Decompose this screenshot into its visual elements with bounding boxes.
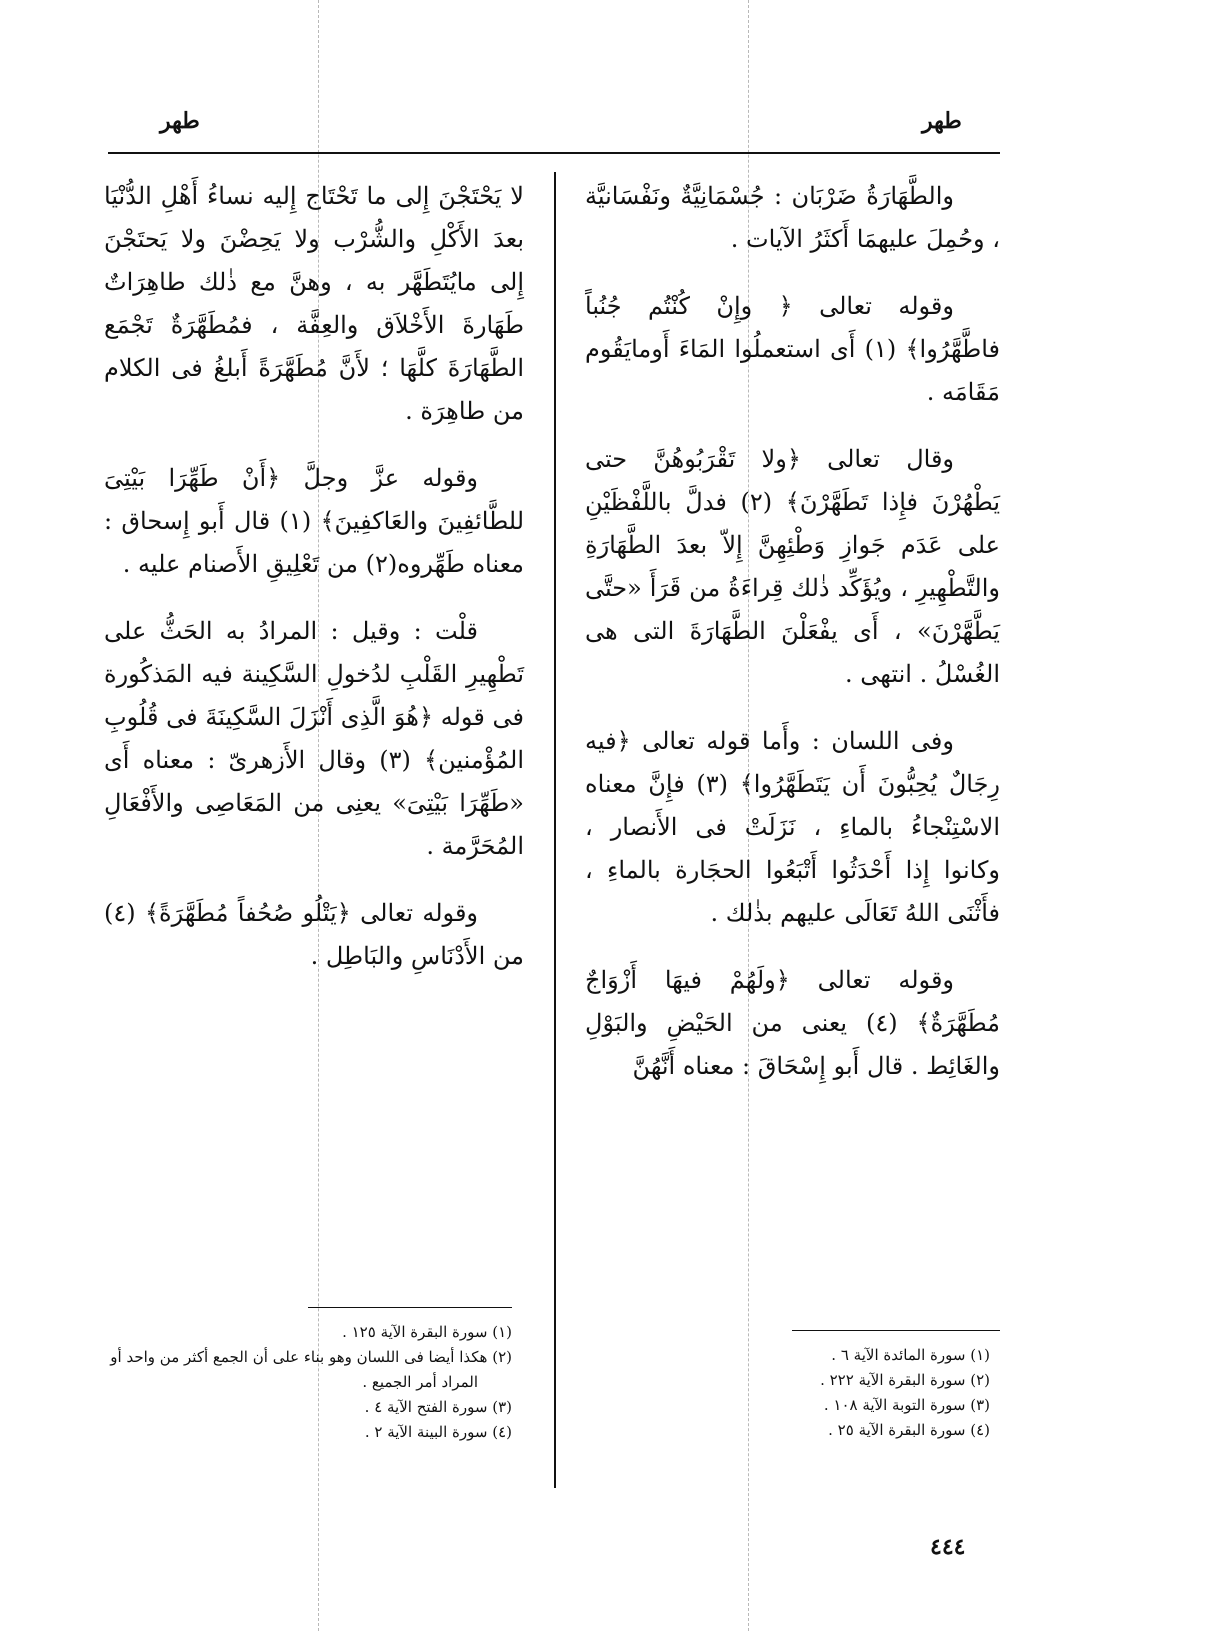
footnote: (٢) سورة البقرة الآية ٢٢٢ .: [820, 1371, 990, 1389]
footnotes-right: [740, 1343, 990, 1443]
footnotes-left: [96, 1320, 512, 1445]
paragraph: قلْت : وقيل : المرادُ به الحَثُّ على تَطْهِيرِ القَلْبِ لدُخولِ السَّكِينة فيه المَذكُورة فى قوله ﴿هُوَ الَّذِى أَنْزَلَ السَّكِينَةَ فى قُلُوبِ المُؤْمنين﴾ (٣) وقال الأَزهرىّ : معناه أَى «طَهِّرَا بَيْتِىَ» يعنِى من المَعَاصِى والأَفْعَالِ المُحَرَّمة .: [104, 617, 524, 860]
footnote: (٣) سورة الفتح الآية ٤ .: [364, 1398, 512, 1416]
header-word-left: طهر: [160, 108, 200, 134]
header-word-right: طهر: [922, 108, 962, 134]
paragraph: وقوله تعالى ﴿يَتْلُو صُحُفاً مُطَهَّرَةً﴾ (٤) من الأَدْنَاسِ والبَاطِل .: [104, 899, 524, 970]
footnote: (٤) سورة البينة الآية ٢ .: [364, 1423, 512, 1441]
paragraph: وقال تعالى ﴿ولا تَقْرَبُوهُنَّ حتى يَطْهُرْنَ فإِذا تَطَهَّرْنَ﴾ (٢) فدلَّ باللَّفْظَيْنِ على عَدَم جَوازِ وَطْئِهِنَّ إِلاّ بعدَ الطَّهَارَةِ والتَّطْهِيرِ ، ويُؤَكِّد ذٰلك قِراءَةُ من قَرَأَ «حتَّى يَطَّهَّرْنَ» ، أَى يفْعَلْنَ الطَّهَارَةَ التى هى الغُسْلُ . انتهى .: [585, 445, 1001, 688]
paragraph: والطَّهَارَةُ ضَرْبَان : جُسْمَانِيَّةٌ ونَفْسَانيَّة ، وحُمِلَ عليهمَا أَكثَرُ الآيات .: [585, 182, 1000, 253]
footnote-rule-right: [792, 1330, 1000, 1331]
footnote: (٢) هكذا أيضا فى اللسان وهو بناء على أن الجمع أكثر من واحد أو المراد أمر الجميع .: [110, 1348, 512, 1391]
paragraph: وقوله عزَّ وجلَّ ﴿أَنْ طَهِّرَا بَيْتِىَ للطَّائفِينَ والعَاكفِينَ﴾ (١) قال أَبو إِسحاق : معناه طَهِّروه(٢) من تَعْلِيقِ الأَصنام عليه .: [104, 464, 525, 578]
paragraph: وفى اللسان : وأَما قوله تعالى ﴿فيه رِجَالٌ يُحِبُّونَ أَن يَتَطَهَّرُوا﴾ (٣) فإِنَّ معناه الاسْتِنْجاءُ بالماءِ ، نَزَلَتْ فى الأَنصار ، وكانوا إِذا أَحْدَثُوا أَتْبَعُوا الحجَارة بالماءِ ، فأَثْنَى اللهُ تَعَالَى عليهم بذٰلك .: [585, 727, 1000, 927]
footnote: (٤) سورة البقرة الآية ٢٥ .: [828, 1421, 990, 1439]
column-divider: [554, 172, 556, 1488]
right-column: [585, 175, 1000, 1112]
footnote-rule-left: [308, 1307, 512, 1308]
footnote: (٣) سورة التوبة الآية ١٠٨ .: [823, 1396, 990, 1414]
page-number: ٤٤٤: [930, 1534, 966, 1560]
header-rule: [108, 152, 1000, 154]
footnote: (١) سورة البقرة الآية ١٢٥ .: [342, 1323, 512, 1341]
paragraph: لا يَحْتَجْنَ إِلى ما تَحْتَاج إِليه نساءُ أَهْلِ الدُّنْيَا بعدَ الأَكْلِ والشُّرْب ولا يَحِضْنَ ولا يَحتَجْنَ إِلى مايُتَطَهَّر به ، وهنَّ مع ذٰلك طاهِرَاتٌ طَهَارةَ الأَخْلاَق والعِفَّة ، فمُطَهَّرَةٌ تَجْمَع الطَّهَارَةَ كلَّهَا ؛ لأَنَّ مُطَهَّرَةً أَبلغُ فى الكلام من طاهِرَة .: [104, 182, 524, 425]
footnote: (١) سورة المائدة الآية ٦ .: [831, 1346, 990, 1364]
paragraph: وقوله تعالى ﴿ وإِنْ كُنْتُم جُنُباً فاطَّهَّرُوا﴾ (١) أَى استعملُوا المَاءَ أَومايَقُوم مَقَامَه .: [585, 292, 1000, 406]
paragraph: وقوله تعالى ﴿ولَهُمْ فيهَا أَزْوَاجٌ مُطَهَّرَةٌ﴾ (٤) يعنى من الحَيْضِ والبَوْلِ والغَائِط . قال أَبو إِسْحَاقَ : معناه أَنَّهُنَّ: [585, 966, 1000, 1080]
left-column: [104, 175, 524, 1002]
